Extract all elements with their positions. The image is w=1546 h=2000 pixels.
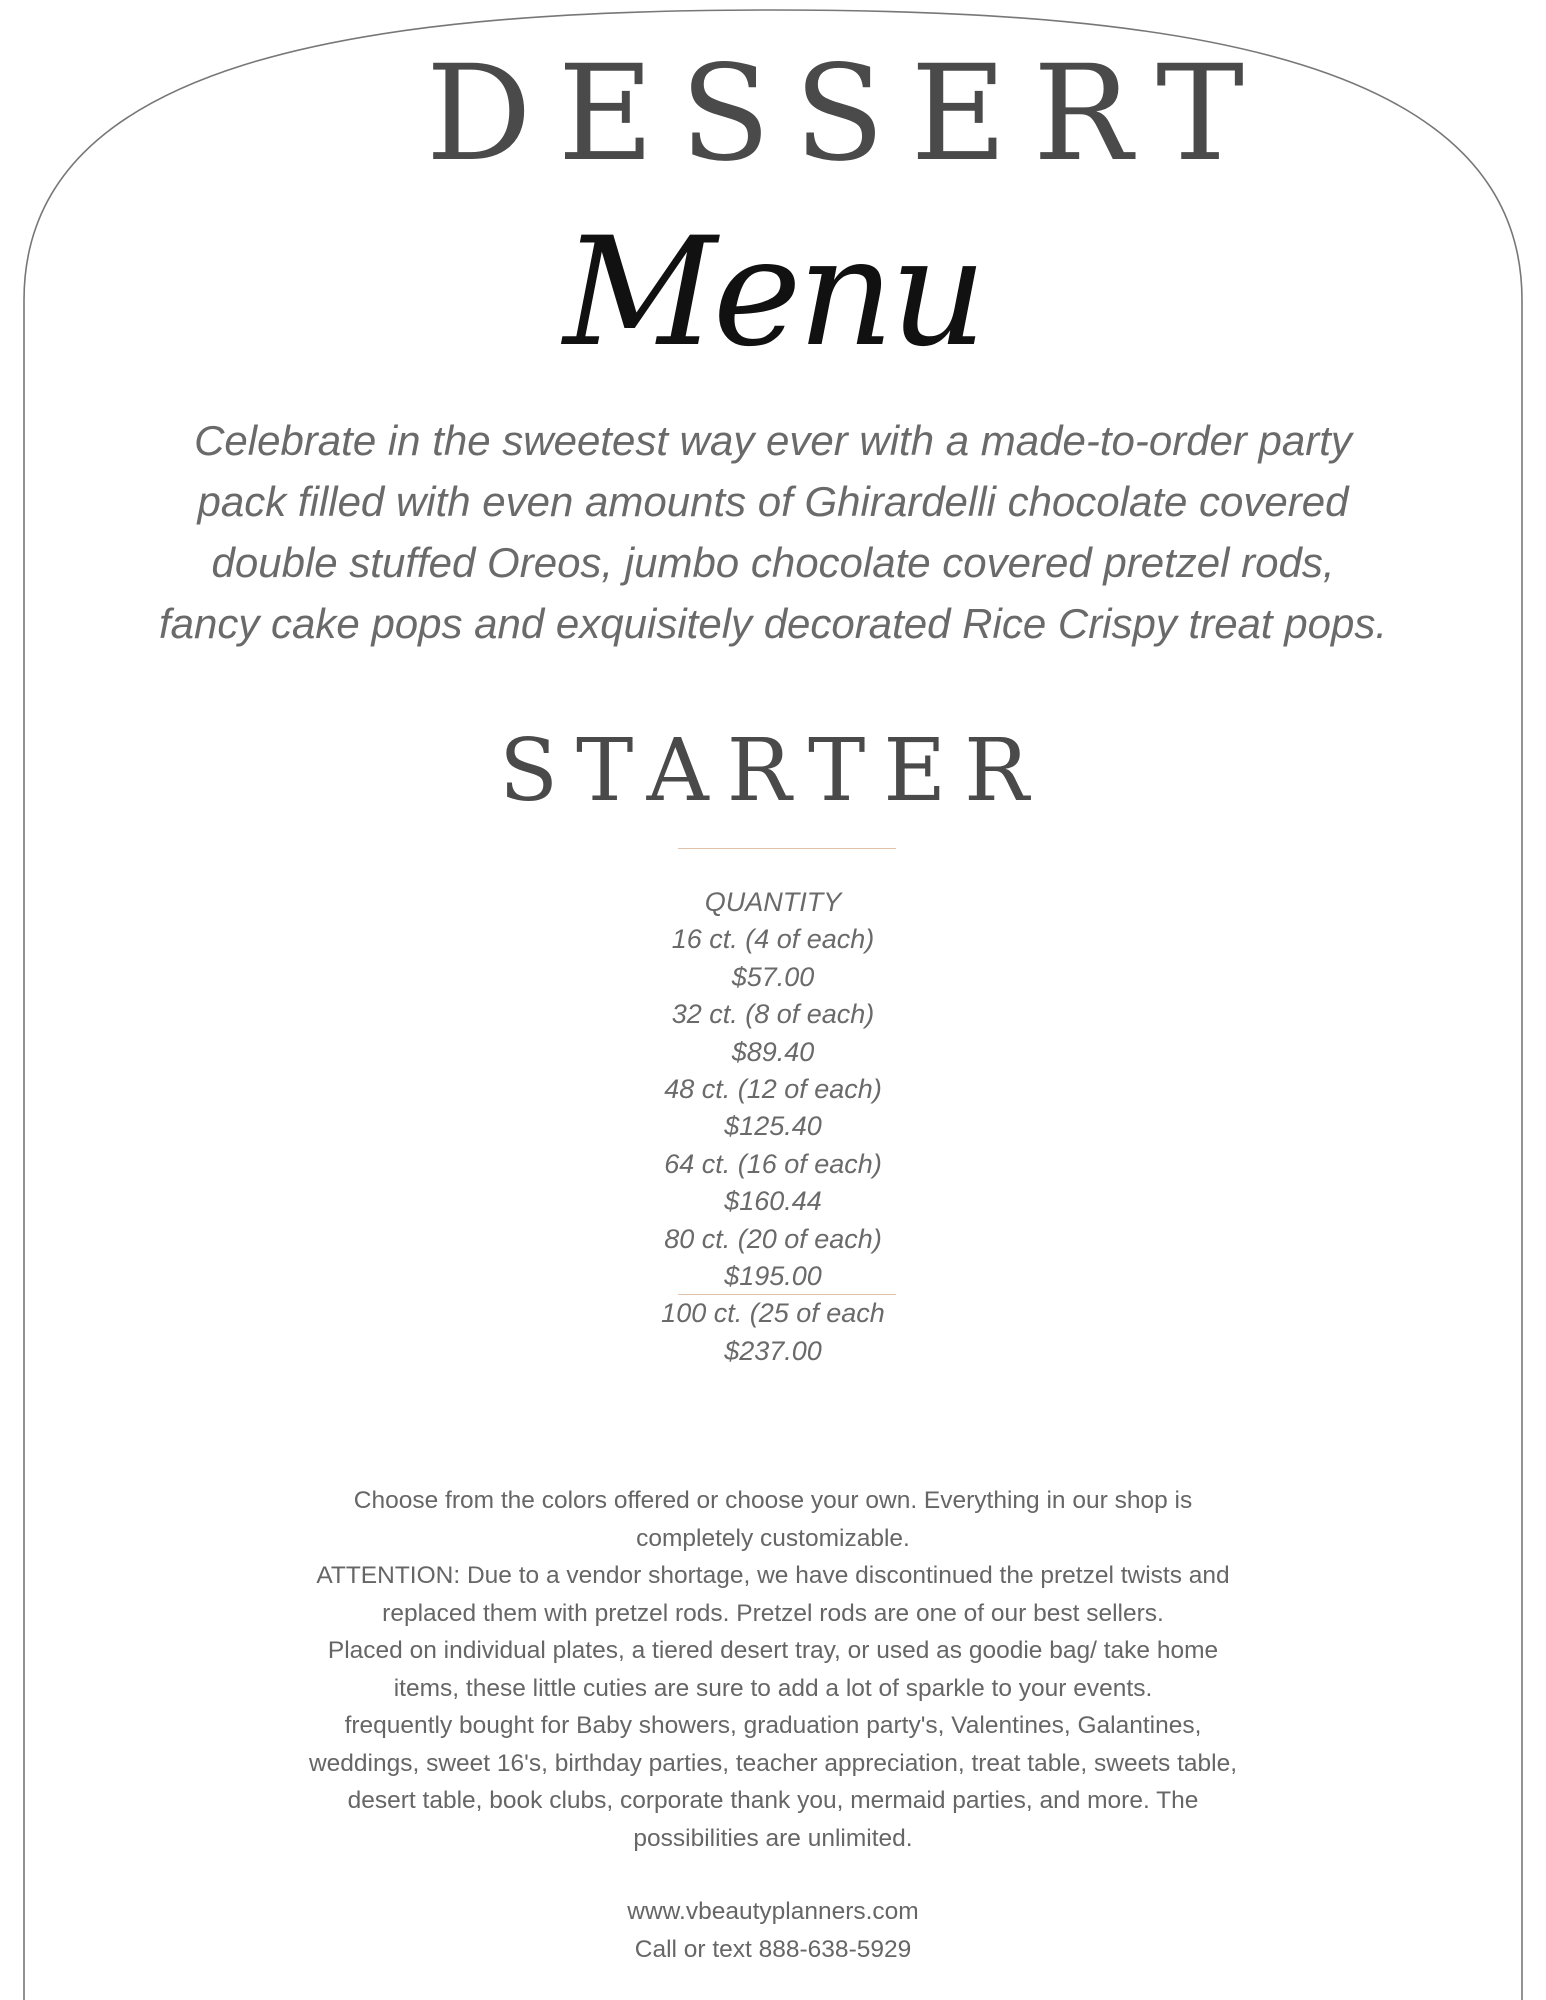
item-price: $195.00: [724, 1261, 822, 1292]
notes-line: replaced them with pretzel rods. Pretzel rods are one of our best sellers.: [382, 1599, 1164, 1627]
notes-line: ATTENTION: Due to a vendor shortage, we have discontinued the pretzel twists and: [316, 1562, 1230, 1589]
intro-line: fancy cake pops and exquisitely decorated Rice Crispy treat pops.: [159, 600, 1387, 647]
notes-line: frequently bought for Baby showers, graduation party's, Valentines, Galantines,: [344, 1712, 1202, 1739]
website-link[interactable]: www.vbeautyplanners.com: [627, 1898, 919, 1925]
notes-line: items, these little cuties are sure to add a lot of sparkle to your events.: [393, 1674, 1153, 1702]
page-title: DESSERT: [425, 37, 1271, 191]
price-list: [0, 884, 1546, 1370]
intro-line: pack filled with even amounts of Ghirardelli chocolate covered: [197, 478, 1349, 525]
divider-bottom: [678, 1294, 896, 1295]
item-quantity: 32 ct. (8 of each): [671, 999, 875, 1030]
script-title: Menu: [563, 206, 983, 380]
phone-text: Call or text 888-638-5929: [634, 1935, 912, 1963]
notes-paragraph: [230, 1482, 1316, 1857]
quantity-label: QUANTITY: [704, 887, 842, 917]
item-price: $57.00: [731, 961, 815, 992]
item-price: $160.44: [724, 1186, 822, 1217]
contact-block: [0, 1893, 1546, 1968]
notes-line: Choose from the colors offered or choose your own. Everything in our shop is: [353, 1487, 1193, 1514]
intro-line: Celebrate in the sweetest way ever with a made-to-order party: [194, 417, 1352, 464]
item-quantity: 80 ct. (20 of each): [664, 1223, 882, 1254]
item-quantity: 16 ct. (4 of each): [671, 924, 875, 955]
notes-line: completely customizable.: [636, 1524, 910, 1552]
item-price: $89.40: [731, 1036, 815, 1067]
notes-line: possibilities are unlimited.: [633, 1824, 913, 1852]
item-quantity: 100 ct. (25 of each: [661, 1298, 885, 1329]
divider-top: [678, 848, 896, 849]
item-price: $237.00: [724, 1335, 822, 1366]
notes-line: weddings, sweet 16's, birthday parties, teacher appreciation, treat table, sweets table,: [308, 1749, 1238, 1777]
intro-paragraph: [150, 410, 1396, 654]
notes-line: Placed on individual plates, a tiered desert tray, or used as goodie bag/ take home: [327, 1637, 1219, 1664]
item-quantity: 64 ct. (16 of each): [664, 1148, 882, 1179]
notes-line: desert table, book clubs, corporate thank you, mermaid parties, and more. The: [347, 1787, 1199, 1814]
item-quantity: 48 ct. (12 of each): [664, 1074, 882, 1105]
section-title: STARTER: [499, 721, 1047, 821]
intro-line: double stuffed Oreos, jumbo chocolate covered pretzel rods,: [211, 539, 1335, 586]
item-price: $125.40: [724, 1111, 822, 1142]
